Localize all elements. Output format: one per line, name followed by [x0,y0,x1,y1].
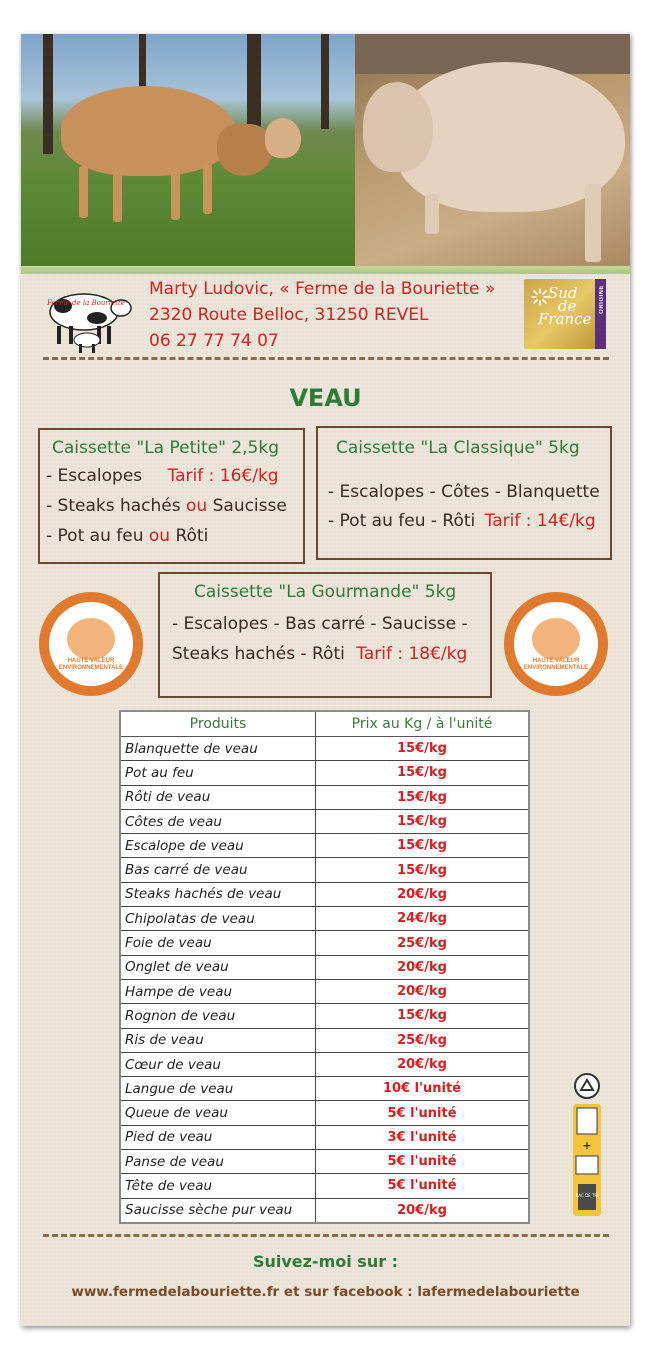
product-name: Chipolatas de veau [120,907,316,931]
product-name: Bas carré de veau [120,858,316,882]
product-price: 15€/kg [316,809,530,833]
farm-phone: 06 27 77 74 07 [149,331,279,351]
table-row [120,834,529,858]
table-row [120,931,529,955]
sud-de-france-logo [524,279,606,349]
hve-badge-right [504,592,608,696]
product-price: 15€/kg [316,834,530,858]
product-name: Ris de veau [120,1028,316,1052]
farm-address: 2320 Route Belloc, 31250 REVEL [149,305,429,325]
box-la-gourmande-line1: - Escalopes - Bas carré - Saucisse - [172,614,468,634]
recycling-info-icon [567,1072,607,1224]
box-la-petite-line3-or: ou [148,526,171,546]
product-price: 15€/kg [316,761,530,785]
box-la-petite-line2-a: - Steaks hachés [46,496,187,516]
hve-badge-left [39,592,143,696]
box-la-classique [316,426,612,560]
box-la-petite-line1 [46,466,279,486]
table-row [120,979,529,1003]
price-table [119,710,530,1224]
box-la-petite-line2-b: Saucisse [207,496,287,516]
product-name: Hampe de veau [120,979,316,1003]
box-la-petite-line2 [46,496,287,516]
product-price: 20€/kg [316,979,530,1003]
table-row [120,1052,529,1076]
product-price: 20€/kg [316,1052,530,1076]
table-row [120,1004,529,1028]
product-name: Cœur de veau [120,1052,316,1076]
product-price: 10€ l'unité [316,1077,530,1101]
product-price: 3€ l'unité [316,1125,530,1149]
box-la-petite-line3-a: - Pot au feu [46,526,149,546]
product-name: Tête de veau [120,1174,316,1198]
farm-logo [39,282,134,354]
photo-calf-in-barn [355,34,630,266]
product-price: 15€/kg [316,1004,530,1028]
box-la-petite-line3-b: Rôti [170,526,209,546]
product-price: 20€/kg [316,955,530,979]
flyer [21,34,630,1326]
box-la-classique-title: Caissette "La Classique" 5kg [336,438,580,458]
box-la-petite-line1-text: - Escalopes [46,466,143,486]
sud-text-2: de [558,297,577,315]
product-name: Pot au feu [120,761,316,785]
box-la-classique-tarif: Tarif : 14€/kg [484,511,596,531]
header-photos [21,34,630,266]
table-row [120,809,529,833]
box-la-petite [38,428,305,564]
green-band [21,266,630,274]
product-price: 24€/kg [316,907,530,931]
box-la-classique-line2 [328,511,596,531]
product-price: 5€ l'unité [316,1174,530,1198]
product-name: Queue de veau [120,1101,316,1125]
product-name: Foie de veau [120,931,316,955]
box-la-gourmande-tarif: Tarif : 18€/kg [356,644,468,664]
table-row [120,955,529,979]
table-row [120,907,529,931]
table-row [120,761,529,785]
product-name: Rôti de veau [120,785,316,809]
product-price: 5€ l'unité [316,1101,530,1125]
product-price: 5€ l'unité [316,1150,530,1174]
box-la-gourmande-line2-text: Steaks hachés - Rôti [172,644,345,664]
box-la-classique-line1: - Escalopes - Côtes - Blanquette [328,482,600,502]
product-name: Onglet de veau [120,955,316,979]
product-name: Steaks hachés de veau [120,882,316,906]
sud-origine-label: ORIGINE [599,285,605,314]
box-la-petite-tarif: Tarif : 16€/kg [167,466,279,486]
recycle-plus-text: + [582,1139,592,1152]
sud-text-1: Sud [548,284,578,302]
table-row [120,1101,529,1125]
product-price: 15€/kg [316,737,530,761]
table-row [120,1028,529,1052]
box-la-gourmande-title: Caissette "La Gourmande" 5kg [194,582,457,602]
table-row [120,882,529,906]
table-row [120,1077,529,1101]
box-la-gourmande [158,572,492,698]
product-name: Escalope de veau [120,834,316,858]
header-price: Prix au Kg / à l'unité [316,711,530,737]
table-row [120,737,529,761]
farm-logo-text: Ferme de la Bouriette [47,299,125,307]
product-name: Rognon de veau [120,1004,316,1028]
page-title: VEAU [289,384,362,412]
header-products: Produits [120,711,316,737]
table-row [120,1150,529,1174]
product-price: 25€/kg [316,1028,530,1052]
product-name: Langue de veau [120,1077,316,1101]
product-name: Côtes de veau [120,809,316,833]
table-row [120,858,529,882]
footer-links: www.fermedelabouriette.fr et sur facebook : lafermedelabouriette [71,1284,580,1300]
hve-badge-right-text: HAUTE VALEUR ENVIRONNEMENTALE [523,658,589,671]
product-name: Blanquette de veau [120,737,316,761]
price-table-header [120,711,529,737]
product-price: 20€/kg [316,1198,530,1223]
box-la-petite-line2-or: ou [186,496,208,516]
box-la-classique-line2-text: - Pot au feu - Rôti [328,511,476,531]
product-name: Saucisse sèche pur veau [120,1198,316,1223]
product-price: 15€/kg [316,858,530,882]
sun-icon [530,287,550,307]
table-row [120,1125,529,1149]
box-la-petite-title: Caissette "La Petite" 2,5kg [52,438,280,458]
divider-top [43,357,609,360]
photo-calf-in-field [21,34,355,266]
farm-name: Marty Ludovic, « Ferme de la Bouriette » [149,279,496,299]
sud-text-3: France [538,310,592,328]
table-row [120,1198,529,1223]
recycle-bac-text: BAC DE TRI [575,1193,599,1198]
box-la-gourmande-line2 [172,644,467,664]
product-price: 25€/kg [316,931,530,955]
table-row [120,785,529,809]
table-row [120,1174,529,1198]
product-name: Pied de veau [120,1125,316,1149]
hve-badge-left-text: HAUTE VALEUR ENVIRONNEMENTALE [58,658,124,671]
farm-contact [149,276,495,354]
box-la-petite-line3 [46,526,208,546]
divider-bottom [43,1234,609,1237]
product-price: 20€/kg [316,882,530,906]
follow-me-title: Suivez-moi sur : [252,1252,399,1271]
product-name: Panse de veau [120,1150,316,1174]
product-price: 15€/kg [316,785,530,809]
